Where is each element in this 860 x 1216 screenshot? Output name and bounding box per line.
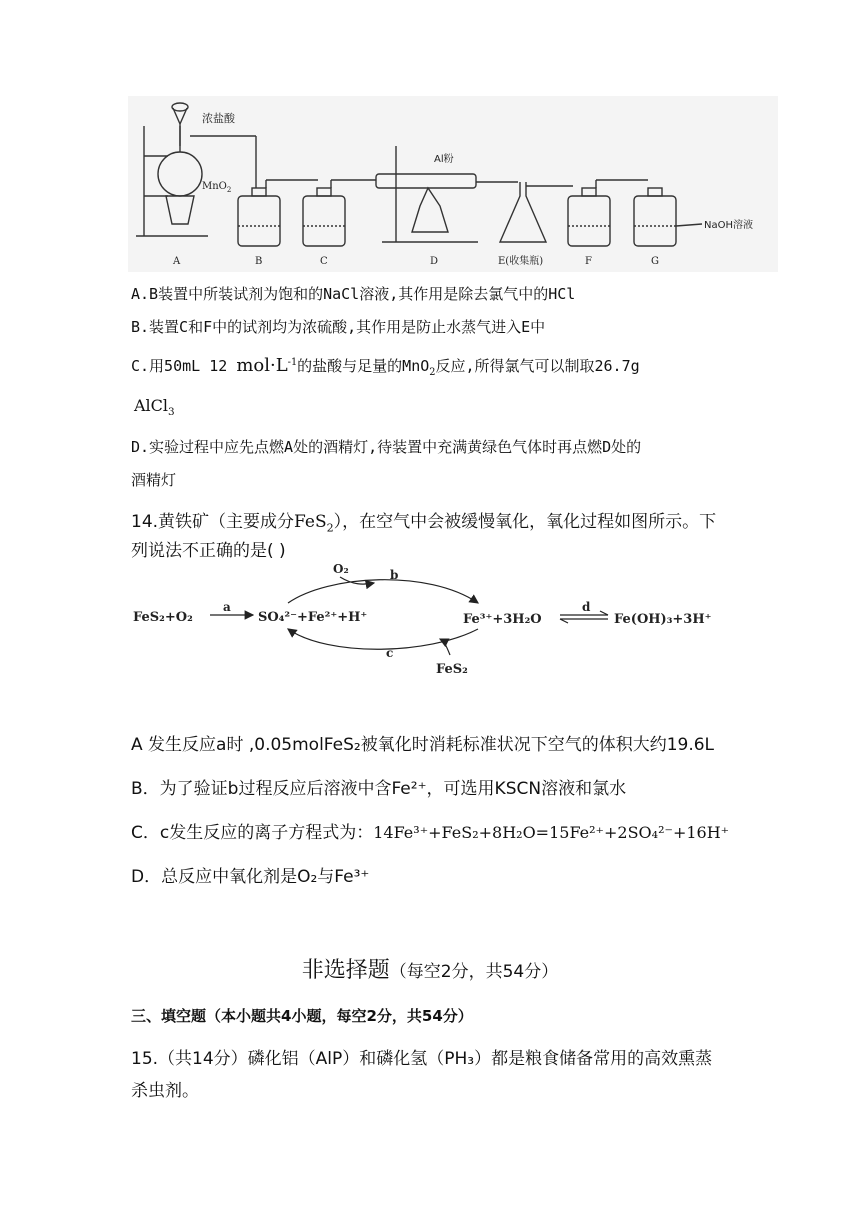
label-mno2: MnO xyxy=(202,181,227,192)
q14-stem: 14.黄铁矿（主要成分FeS$_2$），在空气中会被缓慢氧化，氧化过程如图所示。下 xyxy=(131,512,717,535)
label-f: F xyxy=(585,256,592,267)
q13-option-c-cont: AlCl$_3$ xyxy=(134,396,175,419)
q15-line2: 杀虫剂。 xyxy=(131,1081,199,1101)
label-b: B xyxy=(255,256,263,267)
q13-option-d-cont: 酒精灯 xyxy=(131,471,177,489)
diagram-left: FeS₂+O₂ xyxy=(133,610,193,625)
label-c: C xyxy=(320,256,328,267)
svg-text:MnO2: MnO$_2$ xyxy=(202,181,232,194)
q14-option-b: B．为了验证b过程反应后溶液中含Fe²⁺，可选用KSCN溶液和氯水 xyxy=(131,779,627,799)
q14-option-d: D．总反应中氧化剂是O₂与Fe³⁺ xyxy=(131,867,370,887)
diagram-c: c xyxy=(386,646,394,660)
label-g: G xyxy=(651,256,659,267)
diagram-b: b xyxy=(390,568,399,582)
diagram-right: Fe(OH)₃+3H⁺ xyxy=(614,612,712,627)
label-a: A xyxy=(173,256,181,267)
q13-option-d: D.实验过程中应先点燃A处的酒精灯,待装置中充满黄绿色气体时再点燃D处的 xyxy=(131,438,642,456)
diagram-fes2: FeS₂ xyxy=(436,662,468,677)
q14-stem-cont: 列说法不正确的是( ) xyxy=(131,541,286,561)
label-e: E(收集瓶) xyxy=(498,256,544,267)
q13-option-b: B.装置C和F中的试剂均为浓硫酸,其作用是防止水蒸气进入E中 xyxy=(131,318,546,336)
label-naoh: NaOH溶液 xyxy=(704,220,753,231)
diagram-center-right: Fe³⁺+3H₂O xyxy=(463,612,542,627)
section-subtitle: 三、填空题（本小题共4小题，每空2分，共54分） xyxy=(131,1007,473,1025)
diagram-a: a xyxy=(223,600,231,614)
q14-option-a: A 发生反应a时 ,0.05molFeS₂被氧化时消耗标准状况下空气的体积大约19.6L xyxy=(131,735,715,755)
q14-option-c: C．c发生反应的离子方程式为：14Fe³⁺+FeS₂+8H₂O=15Fe²⁺+2SO₄²⁻+16H⁺ xyxy=(131,823,730,843)
q13-option-c: C.用50mL 12 $mol\cdot L^{-1}$的盐酸与足量的MnO$_2$反应,所得氯气可以制取26.7g xyxy=(131,355,640,378)
diagram-o2: O₂ xyxy=(333,562,349,576)
diagram-d: d xyxy=(582,600,591,614)
q13-option-a: A.B装置中所装试剂为饱和的NaCl溶液,其作用是除去氯气中的HCl xyxy=(131,285,576,303)
apparatus-diagram xyxy=(128,96,778,272)
label-d: D xyxy=(430,256,439,267)
oxidation-cycle-diagram xyxy=(128,555,743,685)
q15-line1: 15.（共14分）磷化铝（AlP）和磷化氢（PH₃）都是粮食储备常用的高效熏蒸 xyxy=(131,1049,713,1069)
label-al-powder: Al粉 xyxy=(434,154,454,165)
section-title: 非选择题（每空2分，共54分） xyxy=(301,958,559,983)
label-conc-hcl: 浓盐酸 xyxy=(202,112,235,125)
diagram-center-left: SO₄²⁻+Fe²⁺+H⁺ xyxy=(258,610,368,625)
